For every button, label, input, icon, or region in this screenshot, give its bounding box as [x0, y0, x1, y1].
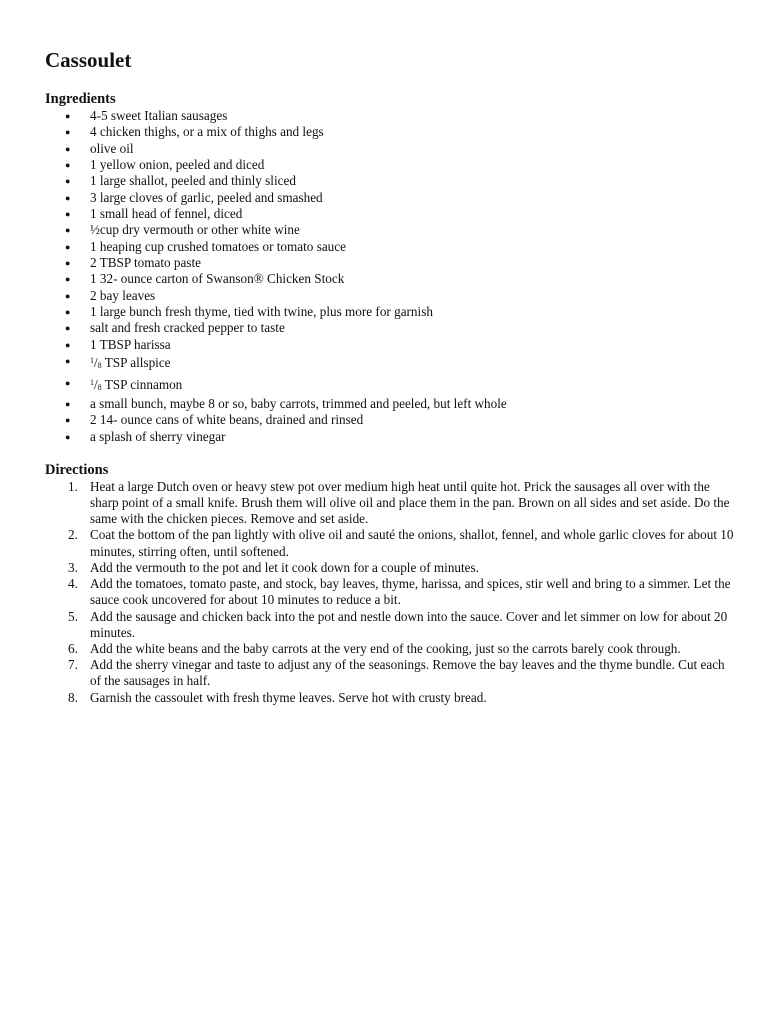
ingredient-item: ● a splash of sherry vinegar	[65, 428, 226, 444]
ingredient-item: ● 1 large shallot, peeled and thinly sliced	[65, 173, 296, 189]
bullet-icon: ●	[65, 176, 71, 187]
bullet-icon: ●	[65, 356, 71, 367]
step-text: Add the tomatoes, tomato paste, and stock, bay leaves, thyme, harissa, and spices, stir well and bring to a simmer. Let the sauce cook uncovered for about 10 minutes to reduce a bit.	[90, 576, 731, 608]
bullet-icon: ●	[65, 274, 71, 285]
step-number: 7.	[68, 657, 78, 673]
bullet-icon: ●	[65, 307, 71, 318]
direction-step	[45, 609, 735, 641]
direction-step	[45, 479, 735, 528]
bullet-icon: ●	[65, 398, 71, 409]
direction-step	[45, 576, 735, 608]
step-number: 8.	[68, 689, 78, 705]
ingredients-list	[45, 108, 735, 445]
ingredient-item: ● 1 32- ounce carton of Swanson® Chicken Stock	[65, 271, 345, 287]
bullet-icon: ●	[65, 143, 71, 154]
ingredient-item: ● ½cup dry vermouth or other white wine	[65, 222, 300, 238]
direction-step	[45, 641, 735, 657]
bullet-icon: ●	[65, 415, 71, 426]
directions-list	[45, 479, 735, 706]
bullet-icon: ●	[65, 339, 71, 350]
step-number: 5.	[68, 608, 78, 624]
fraction: $^1/_8$	[90, 355, 102, 371]
step-number: 6.	[68, 640, 78, 656]
recipe-title: Cassoulet	[45, 48, 132, 72]
ingredient-item: ● 1 large bunch fresh thyme, tied with twine, plus more for garnish	[65, 304, 433, 320]
ingredient-item: ● 4-5 sweet Italian sausages	[65, 108, 228, 123]
bullet-icon: ●	[65, 111, 71, 121]
recipe-document	[45, 46, 735, 706]
ingredient-item: ● 2 bay leaves	[65, 287, 156, 303]
ingredient-item: ● 1 small head of fennel, diced	[65, 206, 243, 222]
direction-step	[45, 657, 735, 689]
ingredient-item: ● salt and fresh cracked pepper to taste	[65, 320, 285, 336]
bullet-icon: ●	[65, 323, 71, 334]
step-number: 3.	[68, 559, 78, 575]
bullet-icon: ●	[65, 258, 71, 269]
step-number: 1.	[68, 478, 78, 494]
ingredients-heading: Ingredients	[45, 91, 116, 107]
ingredient-item: ● 1 yellow onion, peeled and diced	[65, 157, 265, 173]
bullet-icon: ●	[65, 209, 71, 220]
step-text: Add the vermouth to the pot and let it cook down for a couple of minutes.	[90, 559, 479, 575]
ingredient-item: ● $^1/_8$ TSP cinnamon	[65, 376, 183, 392]
ingredient-item: ● olive oil	[65, 140, 134, 156]
step-number: 4.	[68, 576, 78, 592]
bullet-icon: ●	[65, 431, 71, 442]
bullet-icon: ●	[65, 127, 71, 138]
direction-step	[45, 560, 735, 576]
ingredient-item: ● $^1/_8$ TSP allspice	[65, 355, 171, 371]
direction-step	[45, 527, 735, 559]
step-text: Coat the bottom of the pan lightly with olive oil and sauté the onions, shallot, fennel, and whole garlic cloves for about 10 minutes, stirring often, until softened.	[90, 527, 734, 559]
bullet-icon: ●	[65, 290, 71, 301]
step-number: 2.	[68, 527, 78, 543]
step-text: Heat a large Dutch oven or heavy stew pot over medium high heat until quite hot. Prick the sausages all over with the sharp point of a small knife. Brush them will olive oil and place them in the pan. Brown on all sides and set aside. Do the same with the chicken pieces. Remove and set aside.	[90, 478, 730, 527]
ingredient-item: ● 2 TBSP tomato paste	[65, 255, 201, 271]
step-text: Add the sherry vinegar and taste to adjust any of the seasonings. Remove the bay leaves and the thyme bundle. Cut each of the sausages in half.	[90, 657, 725, 689]
fraction: $^1/_8$	[90, 376, 102, 392]
ingredient-item: ● a small bunch, maybe 8 or so, baby carrots, trimmed and peeled, but left whole	[65, 395, 507, 411]
step-text: Add the sausage and chicken back into the pot and nestle down into the sauce. Cover and let simmer on low for about 20 minutes.	[90, 608, 728, 640]
step-text: Garnish the cassoulet with fresh thyme leaves. Serve hot with crusty bread.	[90, 689, 487, 705]
ingredient-item: ● 3 large cloves of garlic, peeled and smashed	[65, 189, 323, 205]
ingredient-item: ● 1 TBSP harissa	[65, 336, 171, 352]
step-text: Add the white beans and the baby carrots at the very end of the cooking, just so the carrots barely cook through.	[90, 640, 681, 656]
bullet-icon: ●	[65, 241, 71, 252]
bullet-icon: ●	[65, 225, 71, 236]
ingredient-item: ● 2 14- ounce cans of white beans, drained and rinsed	[65, 412, 364, 428]
ingredient-item: ● 4 chicken thighs, or a mix of thighs and legs	[65, 124, 324, 140]
ingredient-item: ● 1 heaping cup crushed tomatoes or tomato sauce	[65, 238, 346, 254]
directions-heading: Directions	[45, 461, 109, 478]
direction-step	[45, 690, 735, 706]
bullet-icon: ●	[65, 160, 71, 171]
bullet-icon: ●	[65, 377, 71, 388]
bullet-icon: ●	[65, 192, 71, 203]
